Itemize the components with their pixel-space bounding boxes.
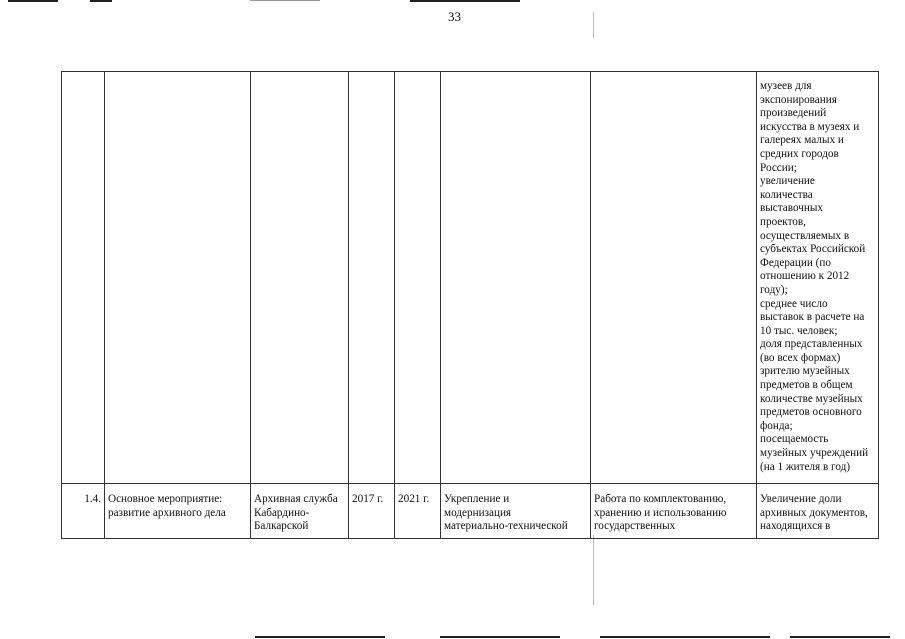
scan-artifact-line — [255, 636, 385, 638]
row-number: 1.4. — [62, 484, 105, 539]
result-line: материально-технической — [444, 520, 568, 533]
indicator-line: осуществляемых в — [760, 229, 850, 242]
table-cell — [349, 72, 395, 484]
indicator-cell — [757, 484, 879, 539]
start-year: 2017 г. — [349, 484, 395, 539]
table-cell — [591, 72, 757, 484]
scan-artifact-tick — [593, 535, 594, 605]
scan-artifact-line — [600, 636, 770, 638]
table-row-continuation — [62, 72, 879, 484]
indicator-line: среднее число — [760, 297, 828, 310]
indicator-line: галереях малых и — [760, 134, 844, 147]
result-cell — [441, 484, 591, 539]
scan-artifact-line — [440, 636, 560, 638]
indicator-line: 10 тыс. человек; — [760, 324, 838, 337]
indicator-line: фонда; — [760, 419, 793, 432]
indicators-cell — [757, 72, 879, 484]
scan-artifact-line — [410, 0, 520, 2]
indicator-line: России; — [760, 161, 797, 174]
indicator-line: увеличение — [760, 175, 815, 188]
indicator-line: выставок в расчете на — [760, 311, 865, 324]
program-table — [61, 71, 879, 539]
scan-artifact-tick — [593, 12, 594, 38]
result-line: модернизация — [444, 506, 512, 519]
indicator-line: количества — [760, 188, 813, 201]
scan-artifact-line — [250, 0, 320, 1]
indicator-line: экспонирования — [760, 93, 837, 106]
description-line: государственных — [594, 520, 676, 533]
executor-cell — [251, 484, 349, 539]
indicator-line: предметов основного — [760, 406, 862, 419]
indicator-line: архивных документов, — [760, 506, 868, 519]
description-cell — [591, 484, 757, 539]
indicator-line: году); — [760, 283, 788, 296]
indicator-line: средних городов — [760, 147, 839, 160]
scan-artifact-line — [90, 0, 112, 2]
executor-line: Кабардино- — [254, 506, 310, 519]
table-cell — [441, 72, 591, 484]
table-cell — [251, 72, 349, 484]
table-cell — [62, 72, 105, 484]
indicators-list — [760, 80, 875, 474]
indicator-line: предметов в общем — [760, 379, 853, 392]
indicator-line: отношению к 2012 — [760, 270, 850, 283]
table-row — [62, 484, 879, 539]
indicator-line: посещаемость — [760, 433, 829, 446]
result-line: Укрепление и — [444, 493, 510, 505]
description-line: Работа по комплектованию, — [594, 493, 727, 505]
activity-name-line: Основное мероприятие: — [108, 493, 223, 505]
activity-name-cell — [105, 484, 251, 539]
scan-artifact-line — [8, 0, 58, 2]
indicator-line: доля представленных — [760, 338, 863, 351]
indicator-line: количестве музейных — [760, 392, 863, 405]
description-line: хранению и использованию — [594, 506, 727, 519]
executor-line: Архивная служба — [254, 493, 338, 505]
indicator-line: музеев для — [760, 80, 812, 92]
indicator-line: произведений — [760, 107, 827, 120]
indicator-line: Увеличение доли — [760, 493, 842, 505]
activity-name-line: развитие архивного дела — [108, 506, 226, 519]
indicator-line: проектов, — [760, 215, 806, 228]
indicator-line: субъектах Российской — [760, 243, 866, 256]
indicator-line: (во всех формах) — [760, 351, 841, 364]
end-year: 2021 г. — [395, 484, 441, 539]
indicator-line: музейных учреждений — [760, 447, 869, 460]
indicator-line: (на 1 жителя в год) — [760, 460, 851, 473]
indicator-line: Федерации (по — [760, 256, 831, 269]
table-cell — [105, 72, 251, 484]
indicator-line: выставочных — [760, 202, 823, 215]
table-cell — [395, 72, 441, 484]
scan-artifact-line — [790, 636, 890, 638]
indicator-line: зрителю музейных — [760, 365, 850, 378]
executor-line: Балкарской — [254, 520, 309, 533]
indicator-line: находящихся в — [760, 520, 831, 533]
page-number: 33 — [448, 9, 461, 24]
indicator-line: искусства в музеях и — [760, 120, 860, 133]
